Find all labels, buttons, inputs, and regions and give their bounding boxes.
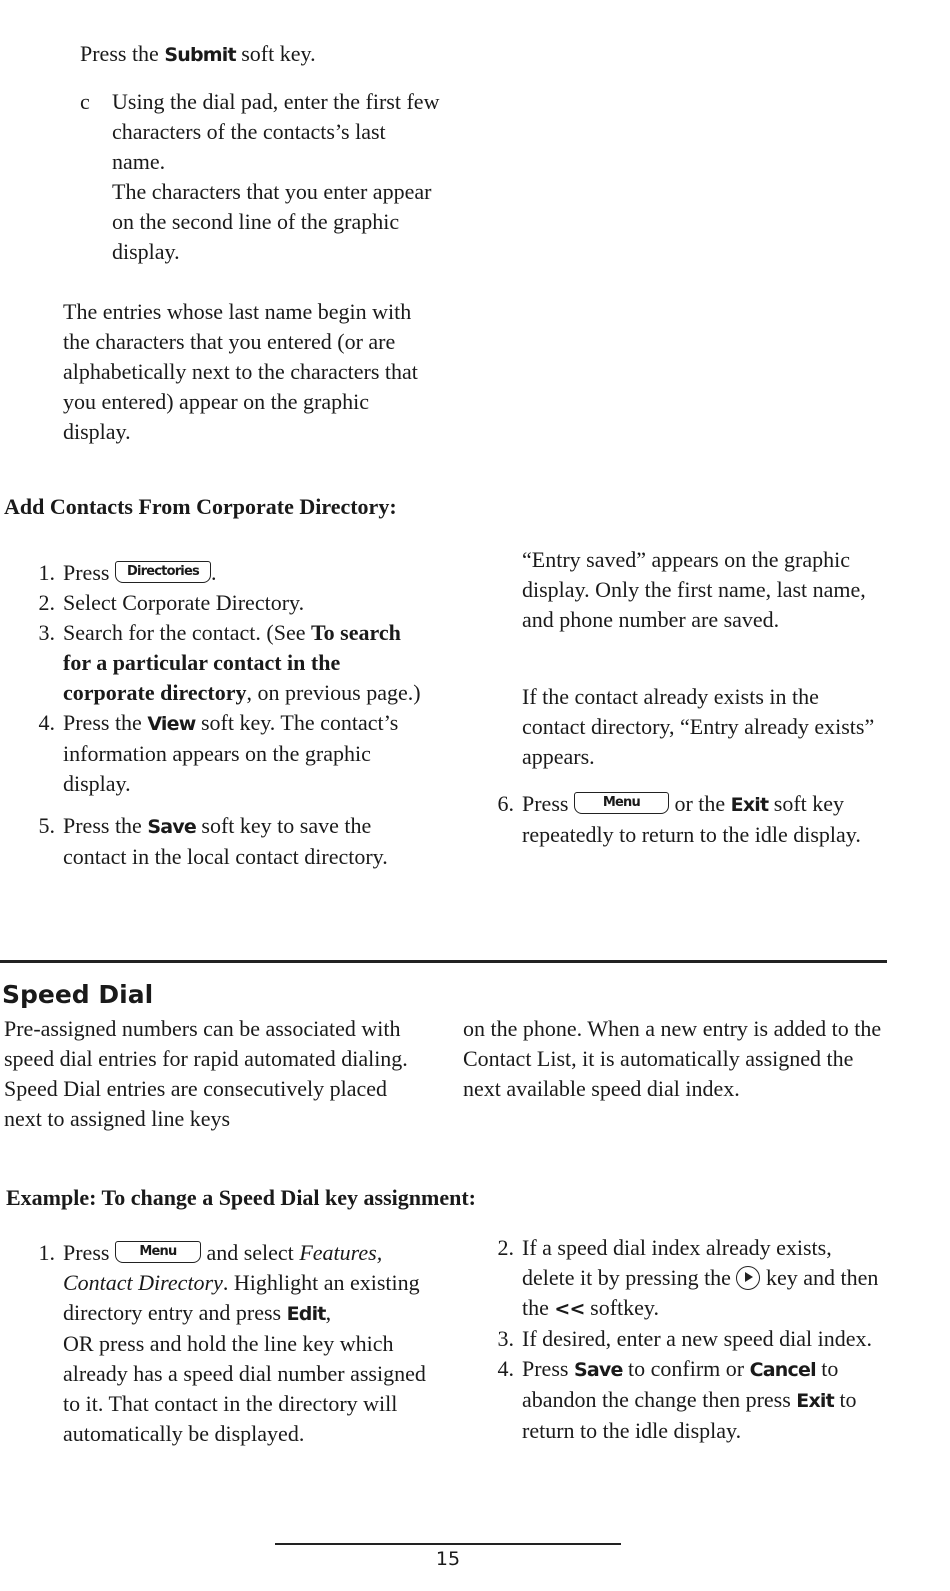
list-item: 4. Press the View soft key. The contact’s information appears on the graphic display. (38, 710, 399, 796)
cross-reference: To search for a particular contact in the corporate directory (63, 620, 401, 705)
list-item: 3. If desired, enter a new speed dial index. (497, 1326, 873, 1351)
list-item: 6. Press Menu or the Exit soft key repeatedly to return to the idle display. (497, 791, 861, 847)
entry-saved-text: “Entry saved” appears on the graphic display. Only the first name, last name, and phone number are saved. (522, 547, 866, 632)
speed-dial-paragraph-left: Pre-assigned numbers can be associated with speed dial entries for rapid automated dialing. Speed Dial entries are consecutively placed next to assigned line keys (4, 1016, 408, 1131)
page-number: 15 (435, 1548, 461, 1570)
submit-instruction: Press the Submit soft key. (80, 41, 316, 66)
list-item: 3. Search for the contact. (See To search for a particular contact in the corporate directory, on previous page.) (38, 620, 421, 705)
speed-dial-paragraph-right: on the phone. When a new entry is added to the Contact List, it is automatically assigned the next available speed dial index. (463, 1016, 882, 1101)
list-item: 2. If a speed dial index already exists, delete it by pressing the key and then the << softkey. (497, 1235, 879, 1320)
submit-key-label: Submit (164, 44, 236, 66)
back-softkey-label: << (554, 1298, 585, 1320)
exit-key-label: Exit (730, 794, 769, 816)
save-key-label: Save (147, 816, 196, 838)
alternate-instruction: OR press and hold the line key which already has a speed dial number assigned to it. That contact in the directory will automatically be displayed. (63, 1331, 426, 1446)
example-heading: Example: To change a Speed Dial key assignment: (6, 1185, 476, 1210)
list-item: 4. Press Save to confirm or Cancel to abandon the change then press Exit to return to the idle display. (497, 1356, 857, 1443)
list-item: 5. Press the Save soft key to save the contact in the local contact directory. (38, 813, 388, 869)
add-contacts-steps-left (29, 558, 434, 872)
menu-key: Menu (574, 792, 669, 814)
list-item: 2. Select Corporate Directory. (38, 590, 305, 615)
step-c (112, 87, 442, 267)
step-c-text: Using the dial pad, enter the first few characters of the contacts’s last name. (112, 89, 440, 174)
speed-dial-heading: Speed Dial (2, 980, 154, 1009)
edit-key-label: Edit (286, 1303, 326, 1325)
exit-key-label: Exit (796, 1390, 834, 1412)
right-arrow-icon (736, 1266, 760, 1290)
add-contacts-heading: Add Contacts From Corporate Directory: (4, 494, 397, 519)
add-contacts-step-6 (488, 789, 888, 850)
section-divider (0, 960, 887, 963)
example-steps-left (29, 1238, 439, 1449)
list-item: 1. Press Directories . (38, 560, 217, 585)
step-c-result: The characters that you enter appear on the second line of the graphic display. (112, 179, 432, 264)
view-key-label: View (147, 713, 196, 735)
cancel-key-label: Cancel (749, 1359, 816, 1381)
directories-key: Directories (115, 561, 211, 583)
entries-paragraph: The entries whose last name begin with the characters that you entered (or are alphabetically next to the characters that you entered) appear on the graphic display. (63, 299, 418, 444)
list-item: 1. Press Menu and select Features, Contact Directory. Highlight an existing directory entry and press Edit, OR press and hold the line key which already has a speed dial number assigned to it. That contact in the directory will automatically be displayed. (29, 1238, 439, 1449)
bullet-letter: c (80, 89, 90, 114)
footer-rule (275, 1543, 621, 1545)
save-key-label: Save (573, 1359, 623, 1381)
example-steps-right (488, 1233, 888, 1446)
entry-exists-text: If the contact already exists in the contact directory, “Entry already exists” appears. (522, 684, 875, 769)
menu-key: Menu (115, 1241, 201, 1263)
